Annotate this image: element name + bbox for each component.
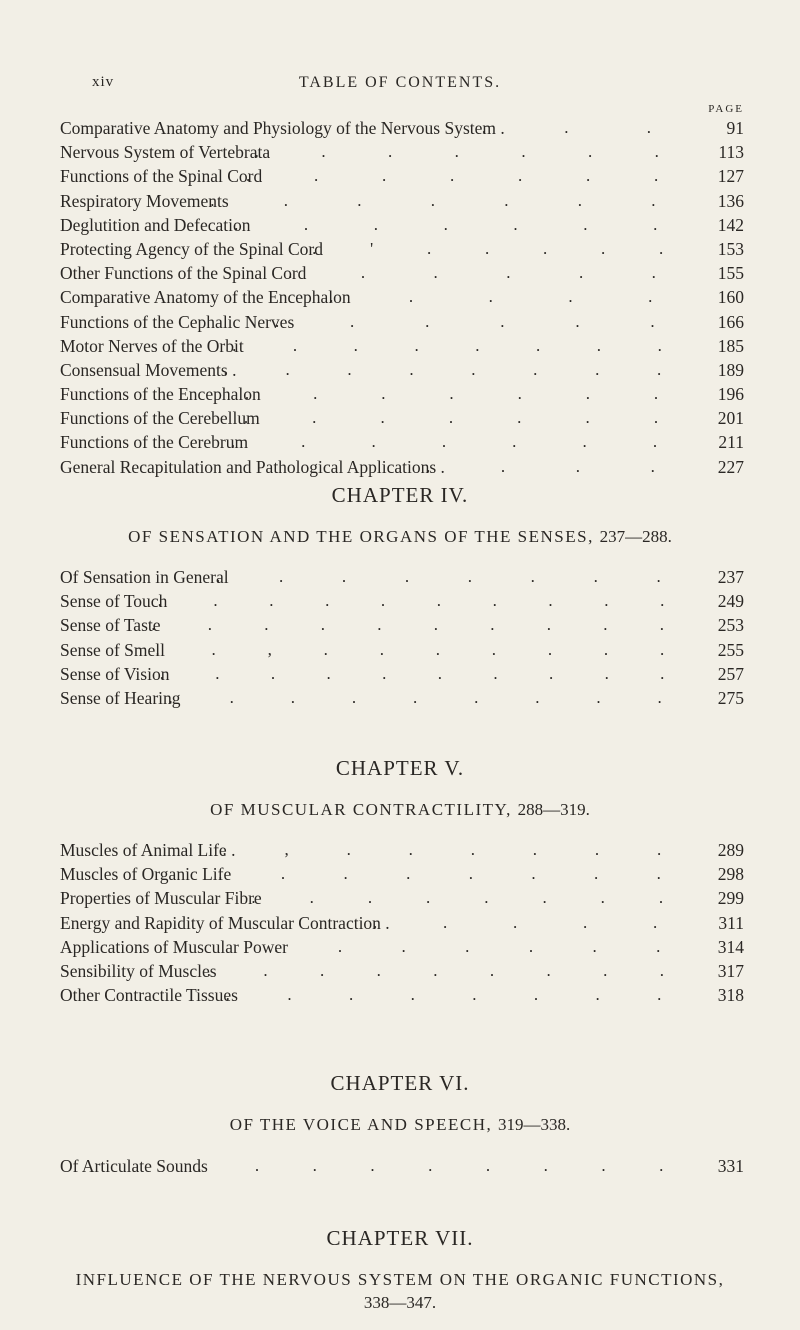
- toc-entry: [60, 382, 744, 406]
- toc-entry-title: Other Contractile Tissues: [60, 985, 238, 1006]
- toc-entry-title: Of Articulate Sounds: [60, 1156, 208, 1176]
- chapter-page-range: 338—347.: [363, 1293, 437, 1312]
- toc-entry: [60, 358, 744, 382]
- toc-entry-page: 249: [717, 591, 744, 612]
- toc-entry: [60, 116, 744, 140]
- running-head: [0, 74, 800, 104]
- toc-entry-title: Applications of Muscular Power: [60, 936, 288, 957]
- toc-leader-dots: . . . . . . . .: [223, 359, 688, 379]
- toc-entry-page: 185: [717, 335, 744, 356]
- toc-leader-dots: . . . . . . . . . .: [157, 591, 688, 611]
- toc-entry: [60, 886, 744, 910]
- toc-leader-dots: . . . . .: [373, 912, 688, 932]
- toc-entry-title: Motor Nerves of the Orbit: [60, 335, 244, 356]
- toc-entry-title: Energy and Rapidity of Muscular Contraction .: [60, 912, 390, 933]
- toc-leader-dots: . ' . . . . .: [312, 238, 688, 258]
- toc-leader-dots: . . . . . . . .: [232, 335, 688, 355]
- toc-entry: [60, 237, 744, 261]
- toc-entry-page: 91: [726, 118, 744, 138]
- chapter-subheading-text: OF THE VOICE AND SPEECH,: [229, 1115, 493, 1134]
- toc-entry-title: Sense of Touch: [60, 591, 168, 612]
- toc-leader-dots: . . . . . . . . .: [197, 1156, 688, 1175]
- toc-leader-dots: . . , . . . . . . .: [155, 639, 688, 659]
- toc-entry-page: 189: [717, 359, 744, 380]
- toc-entry-title: Other Functions of the Spinal Cord: [60, 263, 307, 284]
- chapter-page-range: 288—319.: [517, 800, 590, 819]
- toc-entry: [60, 983, 744, 1007]
- chapter-heading: CHAPTER IV.: [331, 483, 469, 507]
- toc-leader-dots: . . . . . . .: [274, 936, 688, 956]
- toc-entry-page: 127: [717, 166, 744, 187]
- toc-leader-dots: . . . . . . . .: [216, 567, 688, 586]
- toc-entry-page: 314: [717, 936, 744, 957]
- toc-entry: [60, 310, 744, 334]
- toc-entry: [60, 164, 744, 188]
- toc-entry-title: Of Sensation in General: [60, 567, 229, 587]
- chapter-subheading-text: OF SENSATION AND THE ORGANS OF THE SENSES,: [128, 527, 594, 546]
- toc-leader-dots: . . . . . . . .: [218, 864, 688, 884]
- toc-entry-title: Sense of Hearing: [60, 687, 181, 708]
- toc-entry: [60, 911, 744, 935]
- toc-entry: [60, 662, 744, 686]
- toc-entry-page: 317: [717, 960, 744, 981]
- toc-entry-title: Functions of the Cephalic Nerves: [60, 311, 295, 332]
- toc-leader-dots: . . . . . . .: [244, 384, 688, 404]
- toc-entry-page: 166: [717, 311, 744, 332]
- toc-entry: [60, 261, 744, 285]
- toc-leader-dots: . . . . . . . . . .: [159, 663, 688, 683]
- toc-entry: [60, 686, 744, 710]
- toc-leader-dots: . . . . . . . .: [251, 888, 688, 908]
- toc-entry: [60, 862, 744, 886]
- toc-entry-title: Comparative Anatomy of the Encephalon: [60, 287, 351, 308]
- chapter-subheading: [0, 527, 800, 547]
- toc-entry: [60, 1154, 744, 1178]
- toc-entry-page: 113: [718, 142, 744, 163]
- toc-leader-dots: . . . . .: [329, 287, 688, 307]
- toc-entry-page: 153: [717, 238, 744, 259]
- toc-entry: [60, 285, 744, 309]
- toc-entry-title: Deglutition and Defecation: [60, 214, 251, 235]
- toc-entry: [60, 189, 744, 213]
- toc-entry-title: General Recapitulation and Pathological Applications .: [60, 456, 445, 477]
- toc-entry-page: 160: [717, 287, 744, 308]
- toc-entry-page: 289: [717, 840, 744, 860]
- toc-section-chapter-v: [60, 838, 744, 1007]
- toc-entry-title: Muscles of Animal Life .: [60, 840, 236, 860]
- toc-entry: [60, 638, 744, 662]
- chapter-subheading: [0, 1115, 800, 1135]
- toc-leader-dots: . . . . . . . .: [225, 985, 688, 1005]
- toc-entry-page: 255: [717, 639, 744, 660]
- toc-entry-page: 196: [717, 384, 744, 405]
- page-column-label: PAGE: [708, 103, 744, 115]
- toc-leader-dots: . . . . . .: [288, 263, 688, 283]
- chapter-subheading: [0, 800, 800, 820]
- toc-entry-title: Sense of Taste: [60, 615, 161, 636]
- toc-entry: [60, 565, 744, 589]
- toc-entry-page: 237: [717, 567, 744, 587]
- toc-entry-page: 311: [718, 912, 744, 933]
- toc-leader-dots: . . . .: [426, 456, 688, 476]
- chapter-heading: CHAPTER VII.: [326, 1226, 474, 1250]
- toc-entry-title: Respiratory Movements: [60, 190, 229, 211]
- toc-entry-page: 275: [717, 687, 744, 708]
- chapter-page-range: 319—338.: [498, 1115, 571, 1134]
- toc-entry-title: Functions of the Spinal Cord: [60, 166, 263, 187]
- chapter-heading: CHAPTER VI.: [330, 1071, 470, 1095]
- toc-entry-page: 253: [717, 615, 744, 636]
- toc-leader-dots: . . . . . . .: [246, 166, 688, 186]
- toc-entry-page: 298: [717, 864, 744, 885]
- toc-entry-page: 201: [717, 408, 744, 429]
- toc-entry: [60, 613, 744, 637]
- toc-entry-title: Muscles of Organic Life: [60, 864, 232, 885]
- chapter-subheading-text: OF MUSCULAR CONTRACTILITY,: [210, 800, 512, 819]
- toc-leader-dots: . . . . . . . . . .: [151, 615, 688, 635]
- toc-entry-page: 318: [717, 985, 744, 1006]
- toc-section-chapter-vi: [60, 1154, 744, 1178]
- toc-entry-title: Properties of Muscular Fibre: [60, 888, 262, 909]
- toc-leader-dots: . . . . . . .: [230, 432, 688, 452]
- toc-leader-dots: . . . . . . .: [210, 190, 688, 210]
- toc-entry: [60, 430, 744, 454]
- toc-entry: [60, 959, 744, 983]
- toc-leader-dots: . . . . . . . . .: [168, 687, 688, 707]
- toc-leader-dots: . . . . . . . . .: [206, 960, 688, 980]
- toc-entry-title: Comparative Anatomy and Physiology of the Nervous System .: [60, 118, 505, 138]
- chapter-page-range: 237—288.: [599, 527, 672, 546]
- toc-entry-page: 155: [717, 263, 744, 284]
- toc-entry: [60, 935, 744, 959]
- toc-entry-title: Functions of the Cerebellum: [60, 408, 260, 429]
- toc-entry: [60, 838, 744, 862]
- toc-leader-dots: . . . . . .: [274, 311, 688, 331]
- toc-leader-dots: . , . . . . . .: [222, 840, 688, 859]
- toc-entry-title: Protecting Agency of the Spinal Cord: [60, 238, 323, 259]
- toc-leader-dots: . . .: [481, 118, 688, 137]
- toc-entry: [60, 406, 744, 430]
- toc-entry-page: 299: [717, 888, 744, 909]
- toc-section-chapter-iv: [60, 565, 744, 710]
- toc-entry-page: 257: [717, 663, 744, 684]
- toc-entry: [60, 140, 744, 164]
- page-number: xiv: [92, 74, 115, 90]
- toc-entry: [60, 213, 744, 237]
- toc-entry-page: 227: [717, 456, 744, 477]
- toc-entry-page: 331: [717, 1156, 744, 1176]
- toc-section-continued: [60, 116, 744, 479]
- toc-entry: [60, 334, 744, 358]
- toc-leader-dots: . . . . . . .: [254, 142, 688, 162]
- toc-entry-title: Sensibility of Muscles: [60, 960, 217, 981]
- toc-entry-title: Sense of Smell: [60, 639, 165, 660]
- toc-entry-title: Consensual Movements .: [60, 359, 237, 380]
- running-title: TABLE OF CONTENTS.: [298, 74, 502, 91]
- toc-entry-page: 142: [717, 214, 744, 235]
- toc-entry-page: 211: [718, 432, 744, 453]
- chapter-heading: CHAPTER V.: [335, 756, 465, 780]
- toc-leader-dots: . . . . . . .: [243, 408, 688, 428]
- toc-entry-title: Functions of the Cerebrum: [60, 432, 249, 453]
- toc-entry-title: Nervous System of Vertebrata: [60, 142, 271, 163]
- toc-entry: [60, 455, 744, 479]
- toc-entry: [60, 589, 744, 613]
- chapter-subheading: INFLUENCE OF THE NERVOUS SYSTEM ON THE ORGANIC FUNCTIONS,: [75, 1270, 725, 1289]
- toc-entry-title: Functions of the Encephalon: [60, 384, 261, 405]
- toc-leader-dots: . . . . . . .: [234, 214, 688, 234]
- toc-entry-title: Sense of Vision: [60, 663, 170, 684]
- toc-entry-page: 136: [717, 190, 744, 211]
